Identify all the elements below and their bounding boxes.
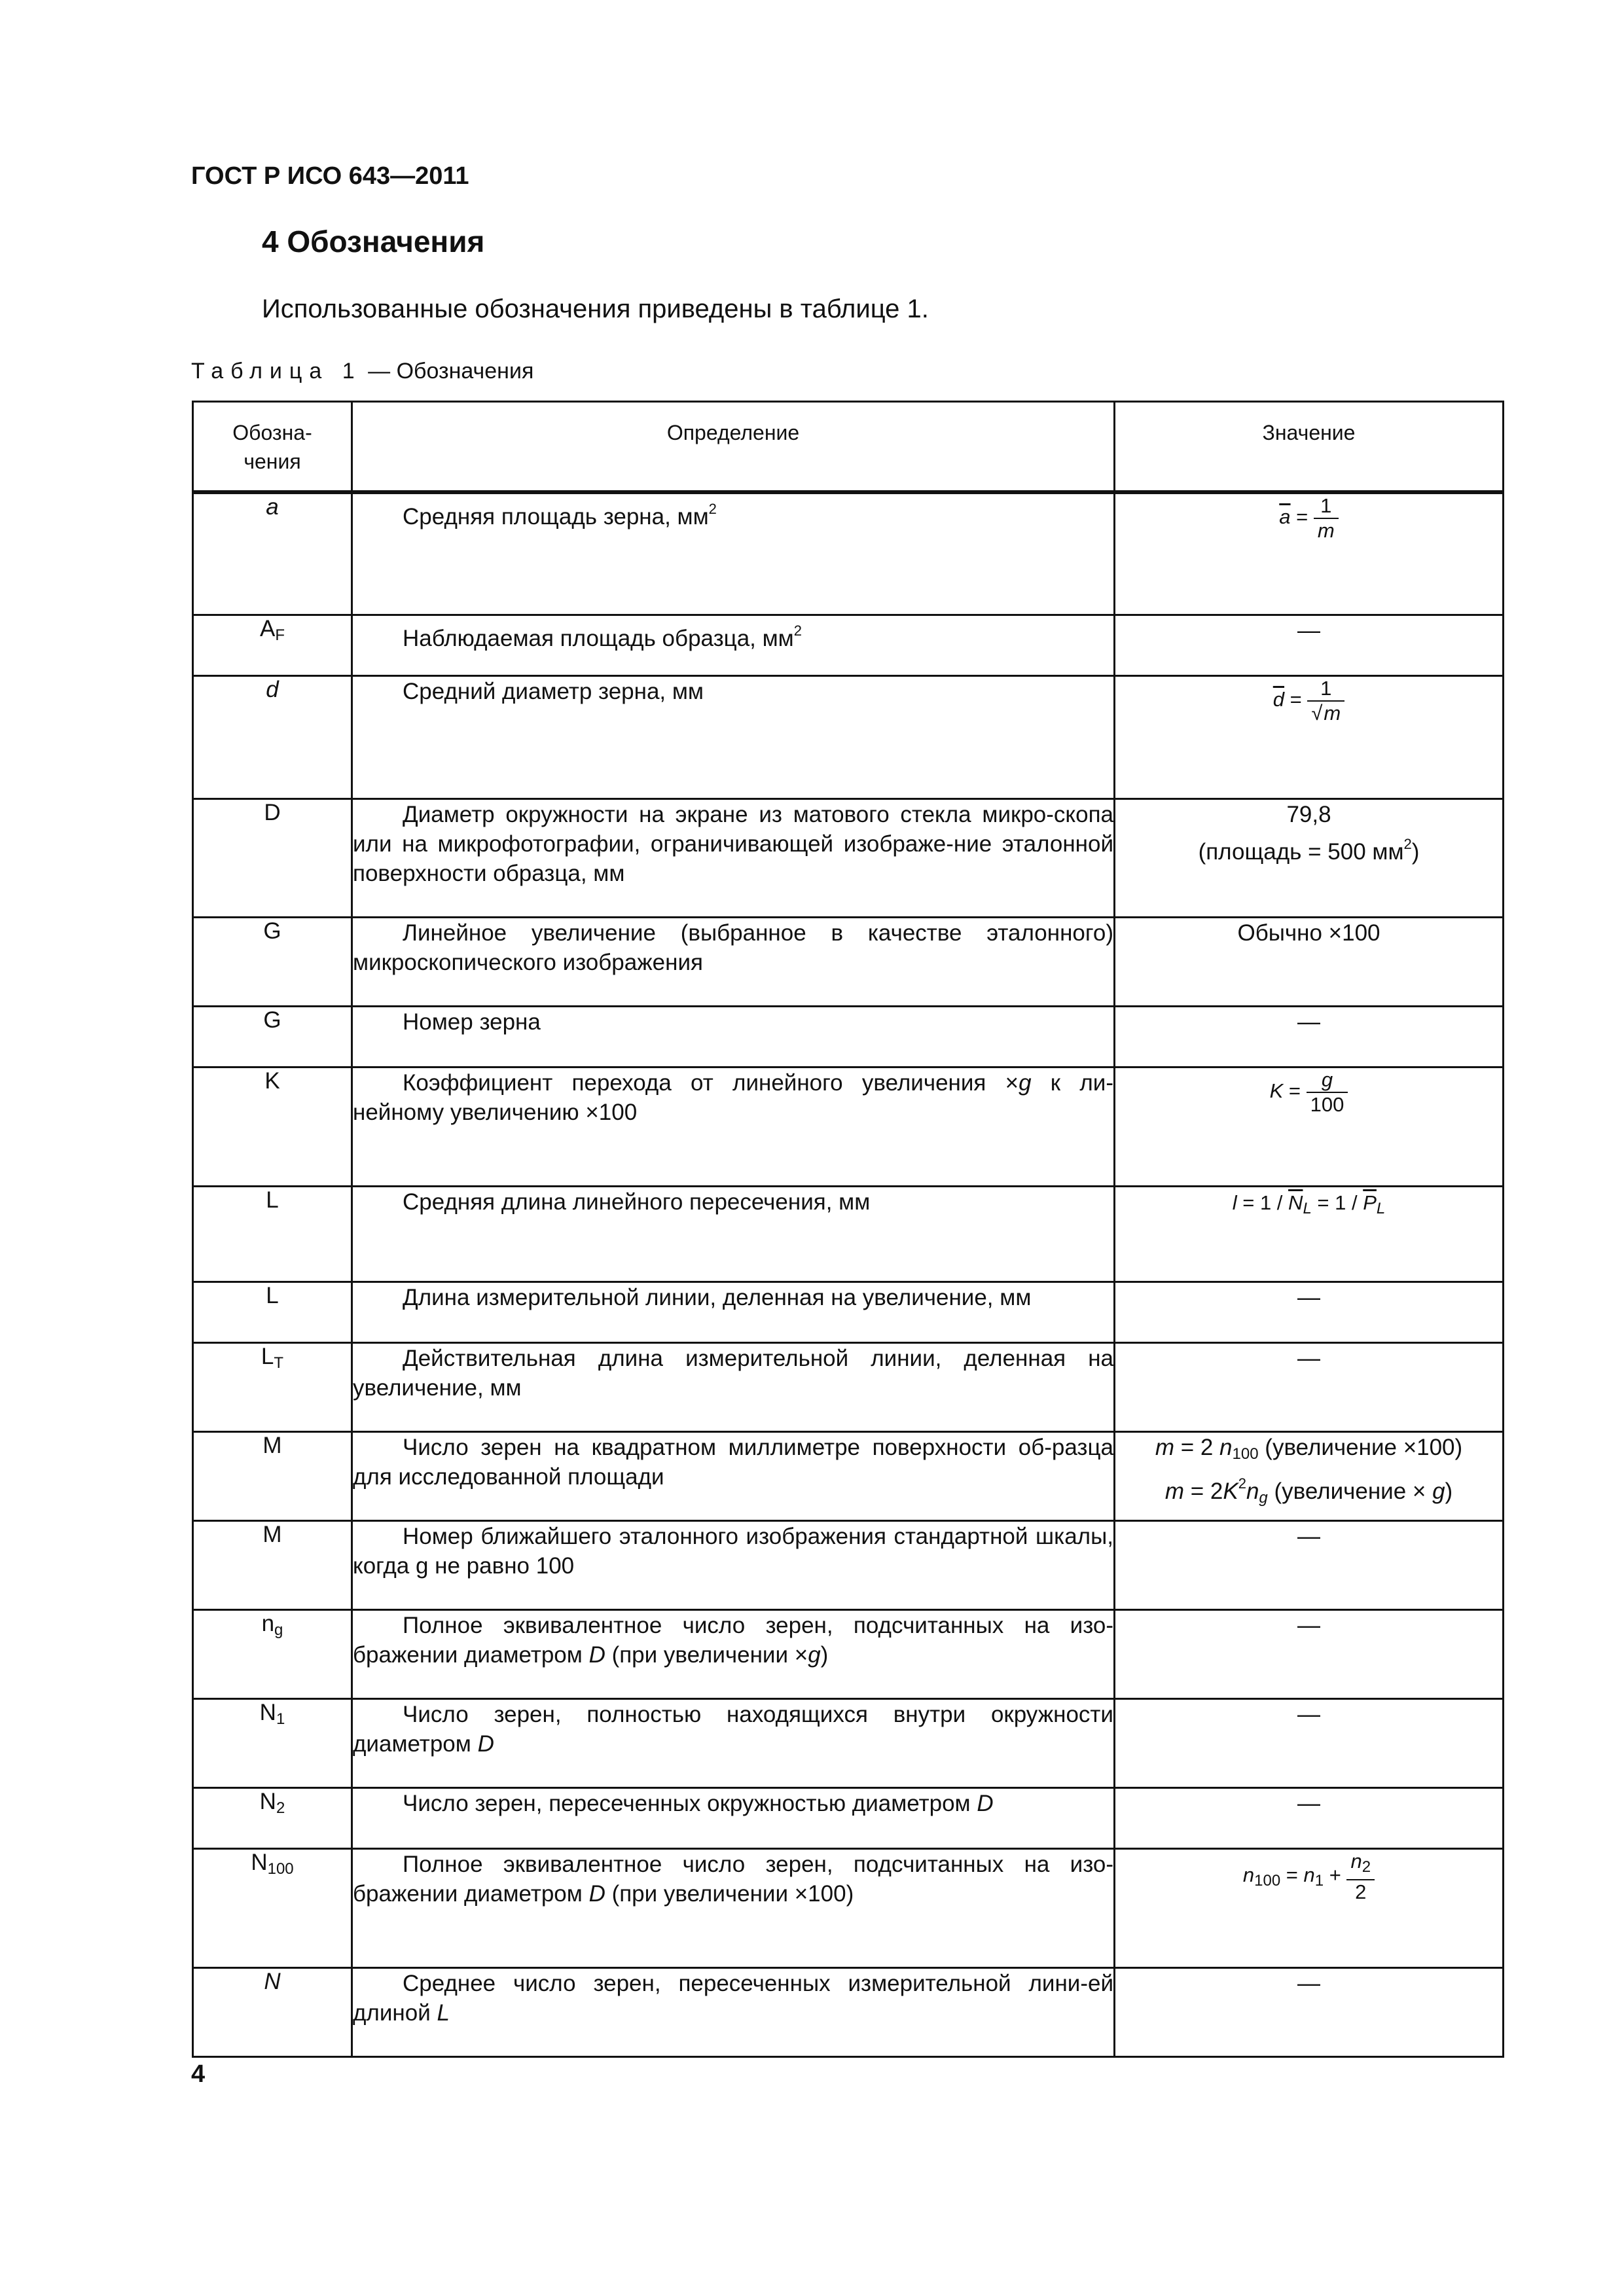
symbols-table <box>192 401 1504 2058</box>
row-definition: Средняя длина линейного пересечения, мм <box>352 1186 1115 1282</box>
row-definition: Коэффициент перехода от линейного увеличения ×g к ли-нейному увеличению ×100 <box>352 1067 1115 1186</box>
row-value <box>1115 1067 1504 1186</box>
row-symbol: G <box>193 1006 352 1067</box>
row-definition: Полное эквивалентное число зерен, подсчитанных на изо-бражении диаметром D (при увеличении ×g) <box>352 1609 1115 1698</box>
row-symbol: $L_T$ <box>193 1342 352 1431</box>
row-symbol: D <box>193 798 352 917</box>
row-value <box>1115 1431 1504 1520</box>
row-symbol: L <box>193 1186 352 1282</box>
row-symbol: $n_g$ <box>193 1609 352 1698</box>
row-value: — <box>1115 1609 1504 1698</box>
formula-n100: $n_{100} = n_1$ + $\frac{n_2}{2}$ <box>1243 1863 1375 1886</box>
row-value: 79,8 (площадь = 500 $мм^2$) <box>1115 798 1504 917</box>
formula-mean-area: $\overline{a}$ = $\frac{1}{m}$ <box>1279 505 1338 528</box>
formula-mean-diameter: $\overline{d}$ = $\frac{1}{√m}$ <box>1273 688 1344 711</box>
row-symbol: M <box>193 1431 352 1520</box>
row-definition: Полное эквивалентное число зерен, подсчитанных на изо-бражении диаметром D (при увеличении ×100) <box>352 1848 1115 1967</box>
row-value <box>1115 1186 1504 1282</box>
row-symbol: N <box>193 1967 352 2056</box>
row-value <box>1115 1848 1504 1967</box>
row-value: — <box>1115 1787 1504 1848</box>
table-caption-prefix: Таблица 1 <box>191 359 362 384</box>
row-definition: Номер зерна <box>352 1006 1115 1067</box>
header-symbol <box>193 402 352 493</box>
formula-mean-intercept: $l = 1 / \overline{N}_L = 1 / \overline{P}_L$ <box>1232 1191 1386 1217</box>
row-symbol: L <box>193 1282 352 1342</box>
row-definition: Наблюдаемая площадь образца, $мм^2$ <box>352 615 1115 675</box>
table-row <box>193 1520 1504 1609</box>
formula-k: K = $\frac{g}{100}$ <box>1270 1079 1348 1102</box>
table-row <box>193 1067 1504 1186</box>
table-row <box>193 798 1504 917</box>
row-value: — <box>1115 1698 1504 1787</box>
row-definition: Число зерен на квадратном миллиметре поверхности об-разца для исследованной площади <box>352 1431 1115 1520</box>
row-definition: Номер ближайшего эталонного изображения стандартной шкалы, когда g не равно 100 <box>352 1520 1115 1609</box>
table-row <box>193 1848 1504 1967</box>
row-symbol: $A_F$ <box>193 615 352 675</box>
page-number: 4 <box>191 2060 206 2088</box>
row-definition: Число зерен, пересеченных окружностью диаметром D <box>352 1787 1115 1848</box>
row-value: — <box>1115 1520 1504 1609</box>
table-caption-title: — Обозначения <box>368 359 534 384</box>
table-row <box>193 1698 1504 1787</box>
table-row <box>193 1342 1504 1431</box>
table-row <box>193 675 1504 798</box>
row-definition: Диаметр окружности на экране из матового стекла микро-скопа или на микрофотографии, ограничивающей изображе-ние эталонной поверхности образца, мм <box>352 798 1115 917</box>
table-row <box>193 917 1504 1006</box>
section-title: 4 Обозначения <box>262 224 485 259</box>
row-symbol: d <box>193 675 352 798</box>
header-value: Значение <box>1115 402 1504 493</box>
table-row <box>193 1609 1504 1698</box>
row-definition: Средний диаметр зерна, мм <box>352 675 1115 798</box>
row-definition: Линейное увеличение (выбранное в качестве эталонного) микроскопического изображения <box>352 917 1115 1006</box>
formula-m-100: m = 2 $n_{100}$ (увеличение ×100) <box>1155 1434 1463 1463</box>
table-row <box>193 1431 1504 1520</box>
table-row <box>193 1186 1504 1282</box>
row-symbol: K <box>193 1067 352 1186</box>
row-symbol: G <box>193 917 352 1006</box>
table-header-row <box>193 402 1504 493</box>
row-value <box>1115 675 1504 798</box>
row-value: — <box>1115 1006 1504 1067</box>
header-symbol-text: Обозна- чения <box>232 421 312 473</box>
table-row <box>193 1006 1504 1067</box>
row-value: — <box>1115 1342 1504 1431</box>
row-symbol: a <box>193 492 352 615</box>
formula-m-g: $m = 2K^2n_g$ (увеличение × g) <box>1164 1475 1453 1507</box>
header-definition: Определение <box>352 402 1115 493</box>
row-value: — <box>1115 1282 1504 1342</box>
row-definition: Среднее число зерен, пересеченных измерительной лини-ей длиной L <box>352 1967 1115 2056</box>
table-row <box>193 492 1504 615</box>
row-value: — <box>1115 1967 1504 2056</box>
standard-header: ГОСТ Р ИСО 643—2011 <box>191 162 469 190</box>
table-row <box>193 1787 1504 1848</box>
table-row <box>193 1282 1504 1342</box>
table-row <box>193 1967 1504 2056</box>
row-definition: Длина измерительной линии, деленная на увеличение, мм <box>352 1282 1115 1342</box>
row-symbol: $N_1$ <box>193 1698 352 1787</box>
section-intro: Использованные обозначения приведены в таблице 1. <box>262 295 929 323</box>
row-symbol: M <box>193 1520 352 1609</box>
row-definition: Средняя площадь зерна, $мм^2$ <box>352 492 1115 615</box>
table-row <box>193 615 1504 675</box>
row-definition: Число зерен, полностью находящихся внутри окружности диаметром D <box>352 1698 1115 1787</box>
row-symbol: $N_{100}$ <box>193 1848 352 1967</box>
row-value: — <box>1115 615 1504 675</box>
row-symbol: $N_2$ <box>193 1787 352 1848</box>
row-value: Обычно ×100 <box>1115 917 1504 1006</box>
table-caption <box>191 359 533 384</box>
row-value <box>1115 492 1504 615</box>
row-definition: Действительная длина измерительной линии, деленная на увеличение, мм <box>352 1342 1115 1431</box>
